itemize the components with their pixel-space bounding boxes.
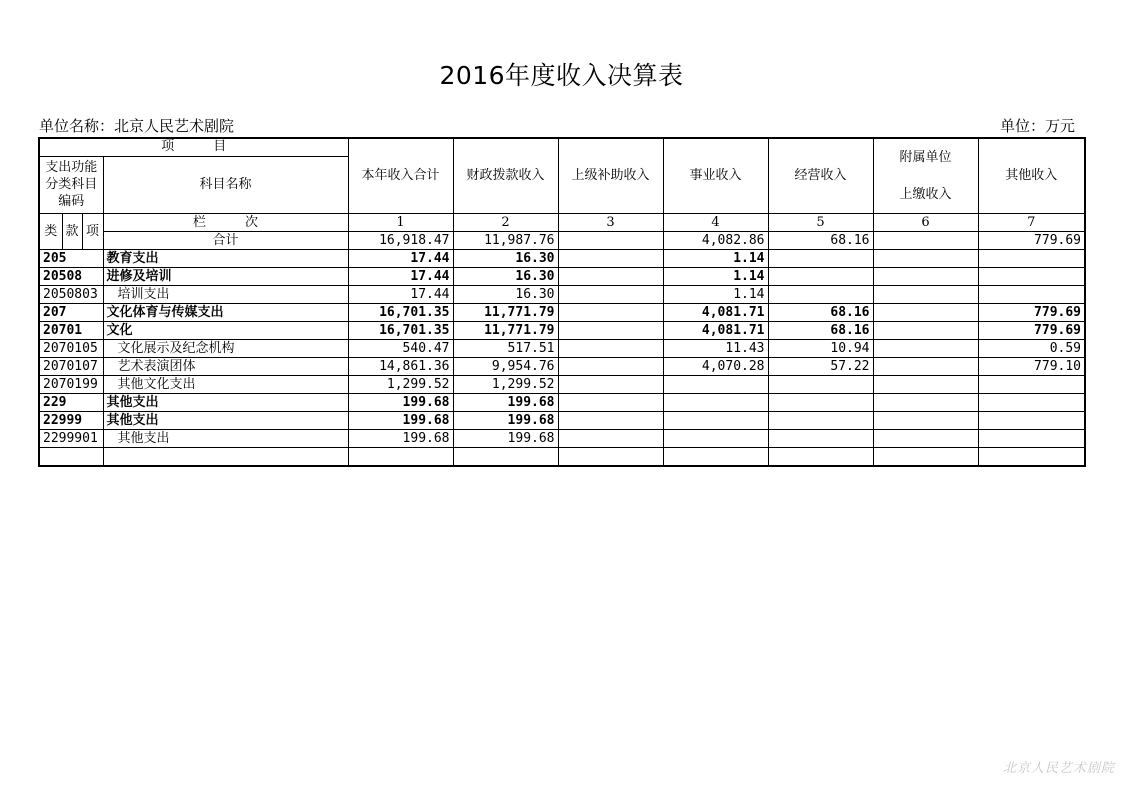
row-value xyxy=(663,448,768,466)
row-name: 其他支出 xyxy=(103,430,348,448)
row-name: 其他文化支出 xyxy=(103,376,348,394)
col-header-6-line2: 上缴收入 xyxy=(899,187,952,202)
total-row xyxy=(39,232,1085,250)
row-value xyxy=(873,448,978,466)
unit-name-label: 单位名称：北京人民艺术剧院 xyxy=(39,117,235,135)
row-value xyxy=(873,268,978,286)
row-value xyxy=(768,376,873,394)
row-value xyxy=(978,448,1085,466)
col-num-7: 7 xyxy=(978,214,1085,232)
row-value xyxy=(978,430,1085,448)
row-value xyxy=(873,394,978,412)
row-code xyxy=(39,448,103,466)
page-title: 2016年度收入决算表 xyxy=(439,61,684,90)
row-value: 4,081.71 xyxy=(663,304,768,322)
row-value xyxy=(873,340,978,358)
seal-stamp: 北京人民艺术剧院 xyxy=(1003,761,1116,776)
total-value: 779.69 xyxy=(978,232,1085,250)
row-name xyxy=(103,448,348,466)
row-code: 229 xyxy=(39,394,103,412)
item-header: 项 目 xyxy=(39,138,348,156)
row-value xyxy=(978,268,1085,286)
row-code: 22999 xyxy=(39,412,103,430)
table-row xyxy=(39,412,1085,430)
table-row xyxy=(39,340,1085,358)
row-value xyxy=(978,286,1085,304)
row-name: 文化体育与传媒支出 xyxy=(103,304,348,322)
row-value: 779.10 xyxy=(978,358,1085,376)
row-value: 199.68 xyxy=(453,430,558,448)
row-value: 199.68 xyxy=(348,430,453,448)
row-value: 16.30 xyxy=(453,268,558,286)
total-value xyxy=(558,232,663,250)
row-name: 其他支出 xyxy=(103,412,348,430)
row-value xyxy=(768,394,873,412)
col-header-2: 财政拨款收入 xyxy=(453,138,558,214)
row-name: 培训支出 xyxy=(103,286,348,304)
row-code: 2070199 xyxy=(39,376,103,394)
row-value: 4,081.71 xyxy=(663,322,768,340)
func-code-header: 支出功能分类科目编码 xyxy=(39,156,103,213)
row-value: 540.47 xyxy=(348,340,453,358)
table-row xyxy=(39,250,1085,268)
table-row xyxy=(39,286,1085,304)
table-row xyxy=(39,394,1085,412)
table-row xyxy=(39,448,1085,466)
lanci-header: 栏 次 xyxy=(103,214,348,232)
row-code: 205 xyxy=(39,250,103,268)
row-value xyxy=(348,448,453,466)
row-code: 2299901 xyxy=(39,430,103,448)
col-header-3: 上级补助收入 xyxy=(558,138,663,214)
row-value: 11,771.79 xyxy=(453,322,558,340)
total-value: 68.16 xyxy=(768,232,873,250)
col-num-5: 5 xyxy=(768,214,873,232)
row-value xyxy=(558,250,663,268)
row-value xyxy=(873,358,978,376)
row-value xyxy=(978,394,1085,412)
row-value xyxy=(768,286,873,304)
unit-label: 单位：万元 xyxy=(1000,117,1076,135)
row-value xyxy=(978,250,1085,268)
row-value xyxy=(558,358,663,376)
row-name: 教育支出 xyxy=(103,250,348,268)
kuan-header: 款 xyxy=(62,214,82,250)
col-header-5: 经营收入 xyxy=(768,138,873,214)
row-value xyxy=(558,340,663,358)
row-name: 文化 xyxy=(103,322,348,340)
row-value xyxy=(453,448,558,466)
row-value xyxy=(768,268,873,286)
row-value: 16,701.35 xyxy=(348,304,453,322)
row-value xyxy=(558,394,663,412)
row-value: 11,771.79 xyxy=(453,304,558,322)
col-header-6-line1: 附属单位 xyxy=(899,150,952,165)
row-code: 20508 xyxy=(39,268,103,286)
row-value xyxy=(558,286,663,304)
row-value: 17.44 xyxy=(348,268,453,286)
row-value xyxy=(663,376,768,394)
row-value xyxy=(768,250,873,268)
row-value: 1.14 xyxy=(663,268,768,286)
row-value: 1.14 xyxy=(663,250,768,268)
row-value: 199.68 xyxy=(348,394,453,412)
xiang-header: 项 xyxy=(82,214,103,250)
row-value: 4,070.28 xyxy=(663,358,768,376)
row-code: 2070107 xyxy=(39,358,103,376)
data-rows xyxy=(39,250,1085,466)
row-name: 其他支出 xyxy=(103,394,348,412)
col-header-1: 本年收入合计 xyxy=(348,138,453,214)
row-value xyxy=(873,286,978,304)
col-num-1: 1 xyxy=(348,214,453,232)
row-value: 17.44 xyxy=(348,250,453,268)
row-value: 199.68 xyxy=(348,412,453,430)
col-header-6 xyxy=(873,138,978,214)
row-value xyxy=(558,430,663,448)
table-row xyxy=(39,322,1085,340)
total-value: 4,082.86 xyxy=(663,232,768,250)
row-value xyxy=(873,322,978,340)
row-code: 2070105 xyxy=(39,340,103,358)
row-value: 16,701.35 xyxy=(348,322,453,340)
row-value xyxy=(873,376,978,394)
row-value: 11.43 xyxy=(663,340,768,358)
col-num-4: 4 xyxy=(663,214,768,232)
row-value: 199.68 xyxy=(453,412,558,430)
total-value: 11,987.76 xyxy=(453,232,558,250)
row-value: 779.69 xyxy=(978,322,1085,340)
col-header-7: 其他收入 xyxy=(978,138,1085,214)
row-value xyxy=(558,412,663,430)
table-row xyxy=(39,304,1085,322)
col-num-6: 6 xyxy=(873,214,978,232)
row-code: 20701 xyxy=(39,322,103,340)
row-value: 199.68 xyxy=(453,394,558,412)
total-label: 合计 xyxy=(103,232,348,250)
row-value xyxy=(663,394,768,412)
table-row xyxy=(39,268,1085,286)
income-table xyxy=(38,137,1086,467)
row-value: 17.44 xyxy=(348,286,453,304)
row-value: 1,299.52 xyxy=(348,376,453,394)
row-code: 2050803 xyxy=(39,286,103,304)
row-value: 68.16 xyxy=(768,304,873,322)
row-value xyxy=(873,304,978,322)
row-value xyxy=(663,412,768,430)
row-value: 57.22 xyxy=(768,358,873,376)
row-value xyxy=(978,376,1085,394)
row-name: 文化展示及纪念机构 xyxy=(103,340,348,358)
col-num-3: 3 xyxy=(558,214,663,232)
row-value: 16.30 xyxy=(453,286,558,304)
row-value xyxy=(558,322,663,340)
row-name: 艺术表演团体 xyxy=(103,358,348,376)
row-value: 0.59 xyxy=(978,340,1085,358)
total-value xyxy=(873,232,978,250)
table-row xyxy=(39,430,1085,448)
table-row xyxy=(39,376,1085,394)
row-value: 1.14 xyxy=(663,286,768,304)
row-value xyxy=(873,430,978,448)
row-value: 68.16 xyxy=(768,322,873,340)
row-code: 207 xyxy=(39,304,103,322)
row-name: 进修及培训 xyxy=(103,268,348,286)
row-value: 779.69 xyxy=(978,304,1085,322)
row-value xyxy=(768,448,873,466)
row-value: 10.94 xyxy=(768,340,873,358)
row-value xyxy=(558,376,663,394)
row-value xyxy=(768,412,873,430)
row-value: 1,299.52 xyxy=(453,376,558,394)
lei-header: 类 xyxy=(39,214,62,250)
col-num-2: 2 xyxy=(453,214,558,232)
row-value xyxy=(873,250,978,268)
table-row xyxy=(39,358,1085,376)
row-value xyxy=(978,412,1085,430)
total-value: 16,918.47 xyxy=(348,232,453,250)
row-value xyxy=(768,430,873,448)
row-value xyxy=(558,448,663,466)
row-value xyxy=(558,268,663,286)
row-value: 14,861.36 xyxy=(348,358,453,376)
row-value: 517.51 xyxy=(453,340,558,358)
row-value: 9,954.76 xyxy=(453,358,558,376)
subject-name-header: 科目名称 xyxy=(103,156,348,213)
row-value: 16.30 xyxy=(453,250,558,268)
col-header-4: 事业收入 xyxy=(663,138,768,214)
row-value xyxy=(663,430,768,448)
row-value xyxy=(558,304,663,322)
row-value xyxy=(873,412,978,430)
